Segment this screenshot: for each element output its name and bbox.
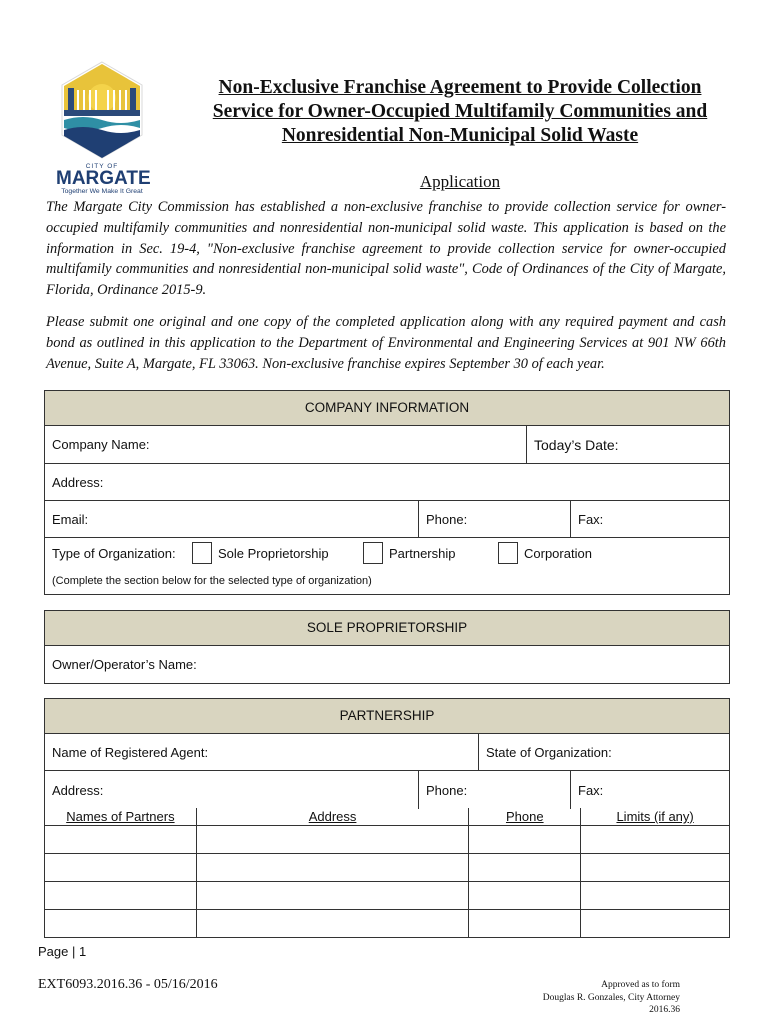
- table-cell[interactable]: [469, 882, 581, 910]
- table-cell[interactable]: [581, 910, 730, 938]
- intro-paragraph: The Margate City Commission has established a non-exclusive franchise to provide collection service for owner-occupied multifamily communities and nonresidential non-municipal solid waste. This application is based on the information in Sec. 19-4, "Non-exclusive franchise agreement to provide collection service for owner-occupied multifamily communities and nonresidential non-municipal solid waste", Code of Ordinances of the City of Margate, Florida, Ordinance 2015-9.: [46, 199, 726, 299]
- sole-proprietorship-checkbox[interactable]: [192, 542, 212, 564]
- option-sole-proprietorship[interactable]: [192, 542, 329, 564]
- corporation-checkbox[interactable]: [498, 542, 518, 564]
- approval-note: [543, 979, 680, 1017]
- approval-line-3: 2016.36: [649, 1005, 680, 1015]
- table-cell[interactable]: [196, 854, 469, 882]
- registered-agent-field[interactable]: [45, 734, 478, 770]
- partnership-address-field[interactable]: [45, 771, 417, 809]
- company-information-section: [44, 390, 730, 595]
- state-of-organization-field[interactable]: [478, 734, 729, 770]
- column-address: Address: [196, 808, 469, 826]
- email-label: Email:: [52, 511, 89, 527]
- sole-proprietorship-label: Sole Proprietorship: [218, 545, 329, 561]
- column-names-of-partners: Names of Partners: [45, 808, 197, 826]
- corporation-label: Corporation: [524, 545, 592, 561]
- title-line-1: Non-Exclusive Franchise Agreement to Provide Collection: [218, 77, 702, 98]
- company-address-field[interactable]: [45, 464, 729, 500]
- table-cell[interactable]: [45, 910, 197, 938]
- todays-date-field[interactable]: [526, 426, 729, 463]
- partnership-fax-label: Fax:: [578, 782, 604, 798]
- table-cell[interactable]: [581, 854, 730, 882]
- registered-agent-label: Name of Registered Agent:: [52, 744, 209, 760]
- column-phone: Phone: [469, 808, 581, 826]
- company-phone-field[interactable]: [418, 501, 570, 537]
- margate-emblem-icon: [56, 60, 148, 160]
- option-corporation[interactable]: [498, 542, 592, 564]
- title-line-2: Service for Owner-Occupied Multifamily Communities and: [212, 101, 708, 122]
- sole-proprietorship-header: SOLE PROPRIETORSHIP: [45, 611, 729, 646]
- organization-note: (Complete the section below for the selected type of organization): [52, 575, 372, 587]
- table-cell[interactable]: [581, 826, 730, 854]
- title-line-3: Nonresidential Non-Municipal Solid Waste: [281, 125, 639, 146]
- application-heading: Application: [419, 172, 501, 191]
- approval-line-1: Approved as to form: [601, 980, 680, 990]
- partnership-label: Partnership: [389, 545, 456, 561]
- table-cell[interactable]: [196, 882, 469, 910]
- table-cell[interactable]: [45, 826, 197, 854]
- state-of-organization-label: State of Organization:: [486, 744, 612, 760]
- submission-paragraph: Please submit one original and one copy of the completed application along with any required payment and cash bond as outlined in this application to the Department of Environmental and Engineering Services at 901 NW 66th Avenue, Suite A, Margate, FL 33063. Non-exclusive franchise expires September 30 of each year.: [46, 314, 726, 372]
- document-title: [170, 76, 750, 148]
- partnership-section: [44, 698, 730, 809]
- table-row: [45, 826, 730, 854]
- company-fax-field[interactable]: [570, 501, 729, 537]
- approval-line-2: Douglas R. Gonzales, City Attorney: [542, 992, 680, 1003]
- company-fax-label: Fax:: [578, 511, 604, 527]
- table-cell[interactable]: [196, 826, 469, 854]
- table-cell[interactable]: [581, 882, 730, 910]
- partnership-fax-field[interactable]: [570, 771, 729, 809]
- logo-tagline: Together We Make It Great: [61, 188, 143, 195]
- table-row: [45, 910, 730, 938]
- organization-type-label: Type of Organization:: [52, 545, 176, 561]
- partnership-checkbox[interactable]: [363, 542, 383, 564]
- email-field[interactable]: [45, 501, 417, 537]
- table-cell[interactable]: [45, 882, 197, 910]
- owner-operator-field[interactable]: [45, 646, 729, 683]
- document-code: EXT6093.2016.36 - 05/16/2016: [38, 977, 218, 992]
- partnership-header: PARTNERSHIP: [45, 699, 729, 734]
- partners-table: [44, 808, 730, 938]
- company-phone-label: Phone:: [426, 511, 468, 527]
- partnership-phone-label: Phone:: [426, 782, 468, 798]
- company-name-label: Company Name:: [52, 437, 150, 452]
- partnership-address-label: Address:: [52, 782, 104, 798]
- owner-operator-label: Owner/Operator’s Name:: [52, 657, 197, 672]
- company-name-field[interactable]: [45, 426, 525, 463]
- column-limits: Limits (if any): [581, 808, 730, 826]
- city-logo: [56, 60, 151, 195]
- table-row: [45, 854, 730, 882]
- table-cell[interactable]: [469, 826, 581, 854]
- todays-date-label: Today’s Date:: [534, 436, 619, 453]
- option-partnership[interactable]: [363, 542, 455, 564]
- logo-city-of: CITY OF: [85, 163, 119, 170]
- table-cell[interactable]: [196, 910, 469, 938]
- company-address-label: Address:: [52, 474, 104, 490]
- table-cell[interactable]: [469, 854, 581, 882]
- table-cell[interactable]: [469, 910, 581, 938]
- table-row: [45, 882, 730, 910]
- logo-name: MARGATE: [56, 168, 151, 189]
- partnership-phone-field[interactable]: [418, 771, 570, 809]
- sole-proprietorship-section: [44, 610, 730, 684]
- company-information-header: COMPANY INFORMATION: [45, 391, 729, 426]
- page-number: Page | 1: [38, 944, 87, 959]
- table-cell[interactable]: [45, 854, 197, 882]
